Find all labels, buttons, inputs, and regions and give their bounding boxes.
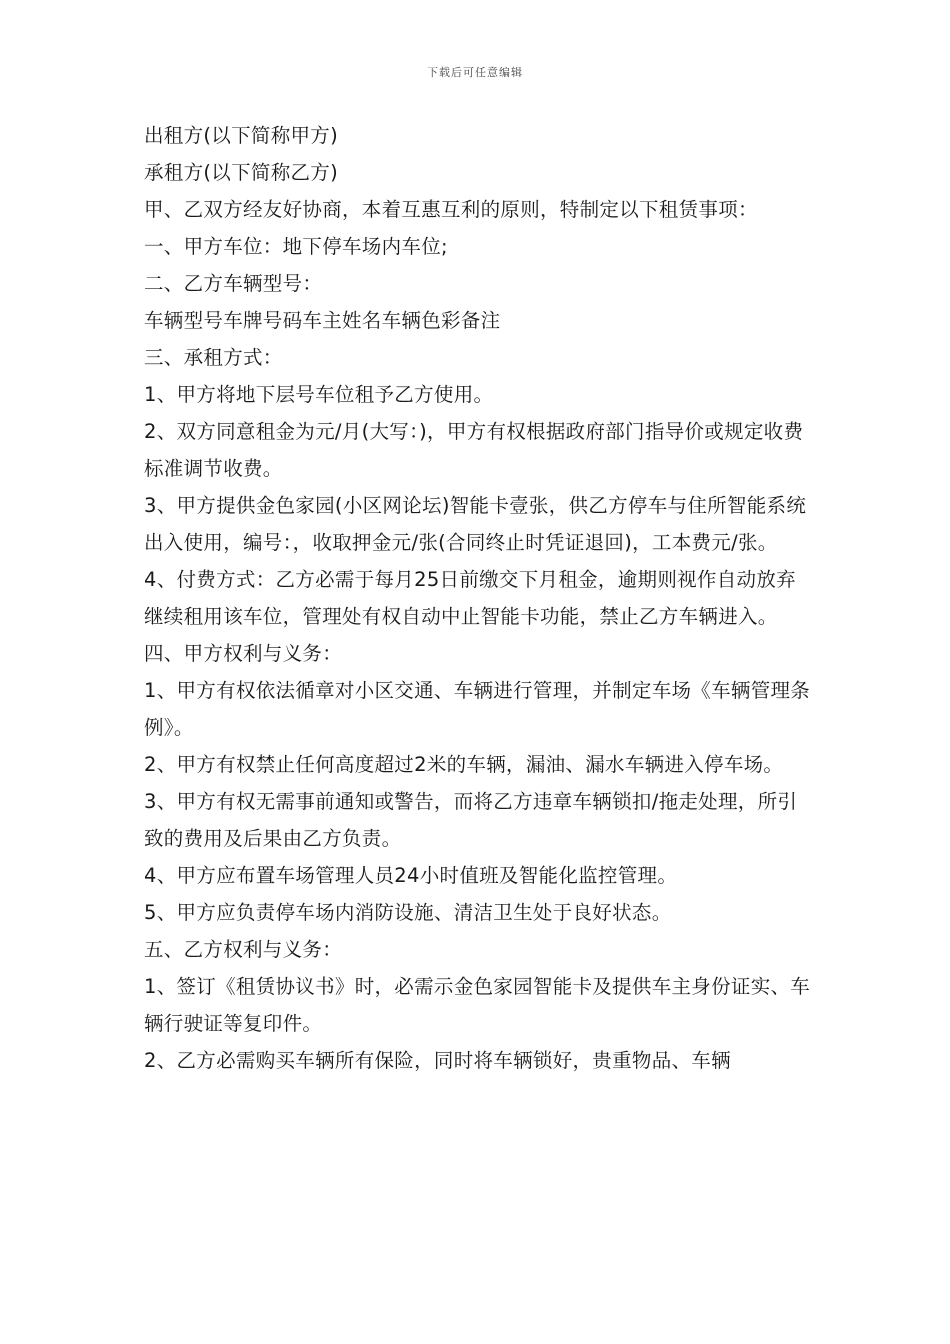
clause-item: 1、甲方将地下层号车位租予乙方使用。 [144, 383, 494, 406]
clause-item: 3、甲方有权无需事前通知或警告，而将乙方违章车辆锁扣/拖走处理，所引致的费用及后果由乙方负责。 [144, 790, 798, 850]
clause-item: 1、签订《租赁协议书》时，必需示金色家园智能卡及提供车主身份证实、车辆行驶证等复印件。 [144, 975, 811, 1035]
section-heading-lease-method: 三、承租方式： [144, 346, 283, 369]
page-header: 下载后可任意编辑 [427, 66, 523, 79]
clause-item: 3、甲方提供金色家园(小区网论坛)智能卡壹张，供乙方停车与住所智能系统出入使用，编号：，收取押金元/张(合同终止时凭证退回)，工本费元/张。 [144, 494, 807, 554]
clause-item: 4、付费方式：乙方必需于每月25日前缴交下月租金，逾期则视作自动放弃继续租用该车位，管理处有权自动中止智能卡功能，禁止乙方车辆进入。 [144, 568, 796, 628]
clause-item: 2、甲方有权禁止任何高度超过2米的车辆，漏油、漏水车辆进入停车场。 [144, 753, 784, 776]
vehicle-info-fields: 车辆型号车牌号码车主姓名车辆色彩备注 [144, 309, 501, 332]
clause-item: 2、双方同意租金为元/月(大写：)，甲方有权根据政府部门指导价或规定收费标准调节收费。 [144, 420, 804, 480]
document-body [144, 117, 812, 1079]
clause-item: 5、甲方应负责停车场内消防设施、清洁卫生处于良好状态。 [144, 901, 672, 924]
paragraph-lessor: 出租方(以下简称甲方) [144, 124, 339, 147]
clause-item: 2、乙方必需购买车辆所有保险，同时将车辆锁好，贵重物品、车辆 [144, 1049, 731, 1072]
paragraph-preamble: 甲、乙双方经友好协商，本着互惠互利的原则，特制定以下租赁事项： [144, 198, 758, 221]
clause-item: 4、甲方应布置车场管理人员24小时值班及智能化监控管理。 [144, 864, 678, 887]
section-heading-lessor-rights: 四、甲方权利与义务： [144, 642, 343, 665]
section-heading-parking-space: 一、甲方车位：地下停车场内车位; [144, 235, 448, 258]
clause-item: 1、甲方有权依法循章对小区交通、车辆进行管理，并制定车场《车辆管理条例》。 [144, 679, 811, 739]
section-heading-vehicle-model: 二、乙方车辆型号： [144, 272, 323, 295]
section-heading-lessee-rights: 五、乙方权利与义务： [144, 938, 343, 961]
paragraph-lessee: 承租方(以下简称乙方) [144, 161, 339, 184]
